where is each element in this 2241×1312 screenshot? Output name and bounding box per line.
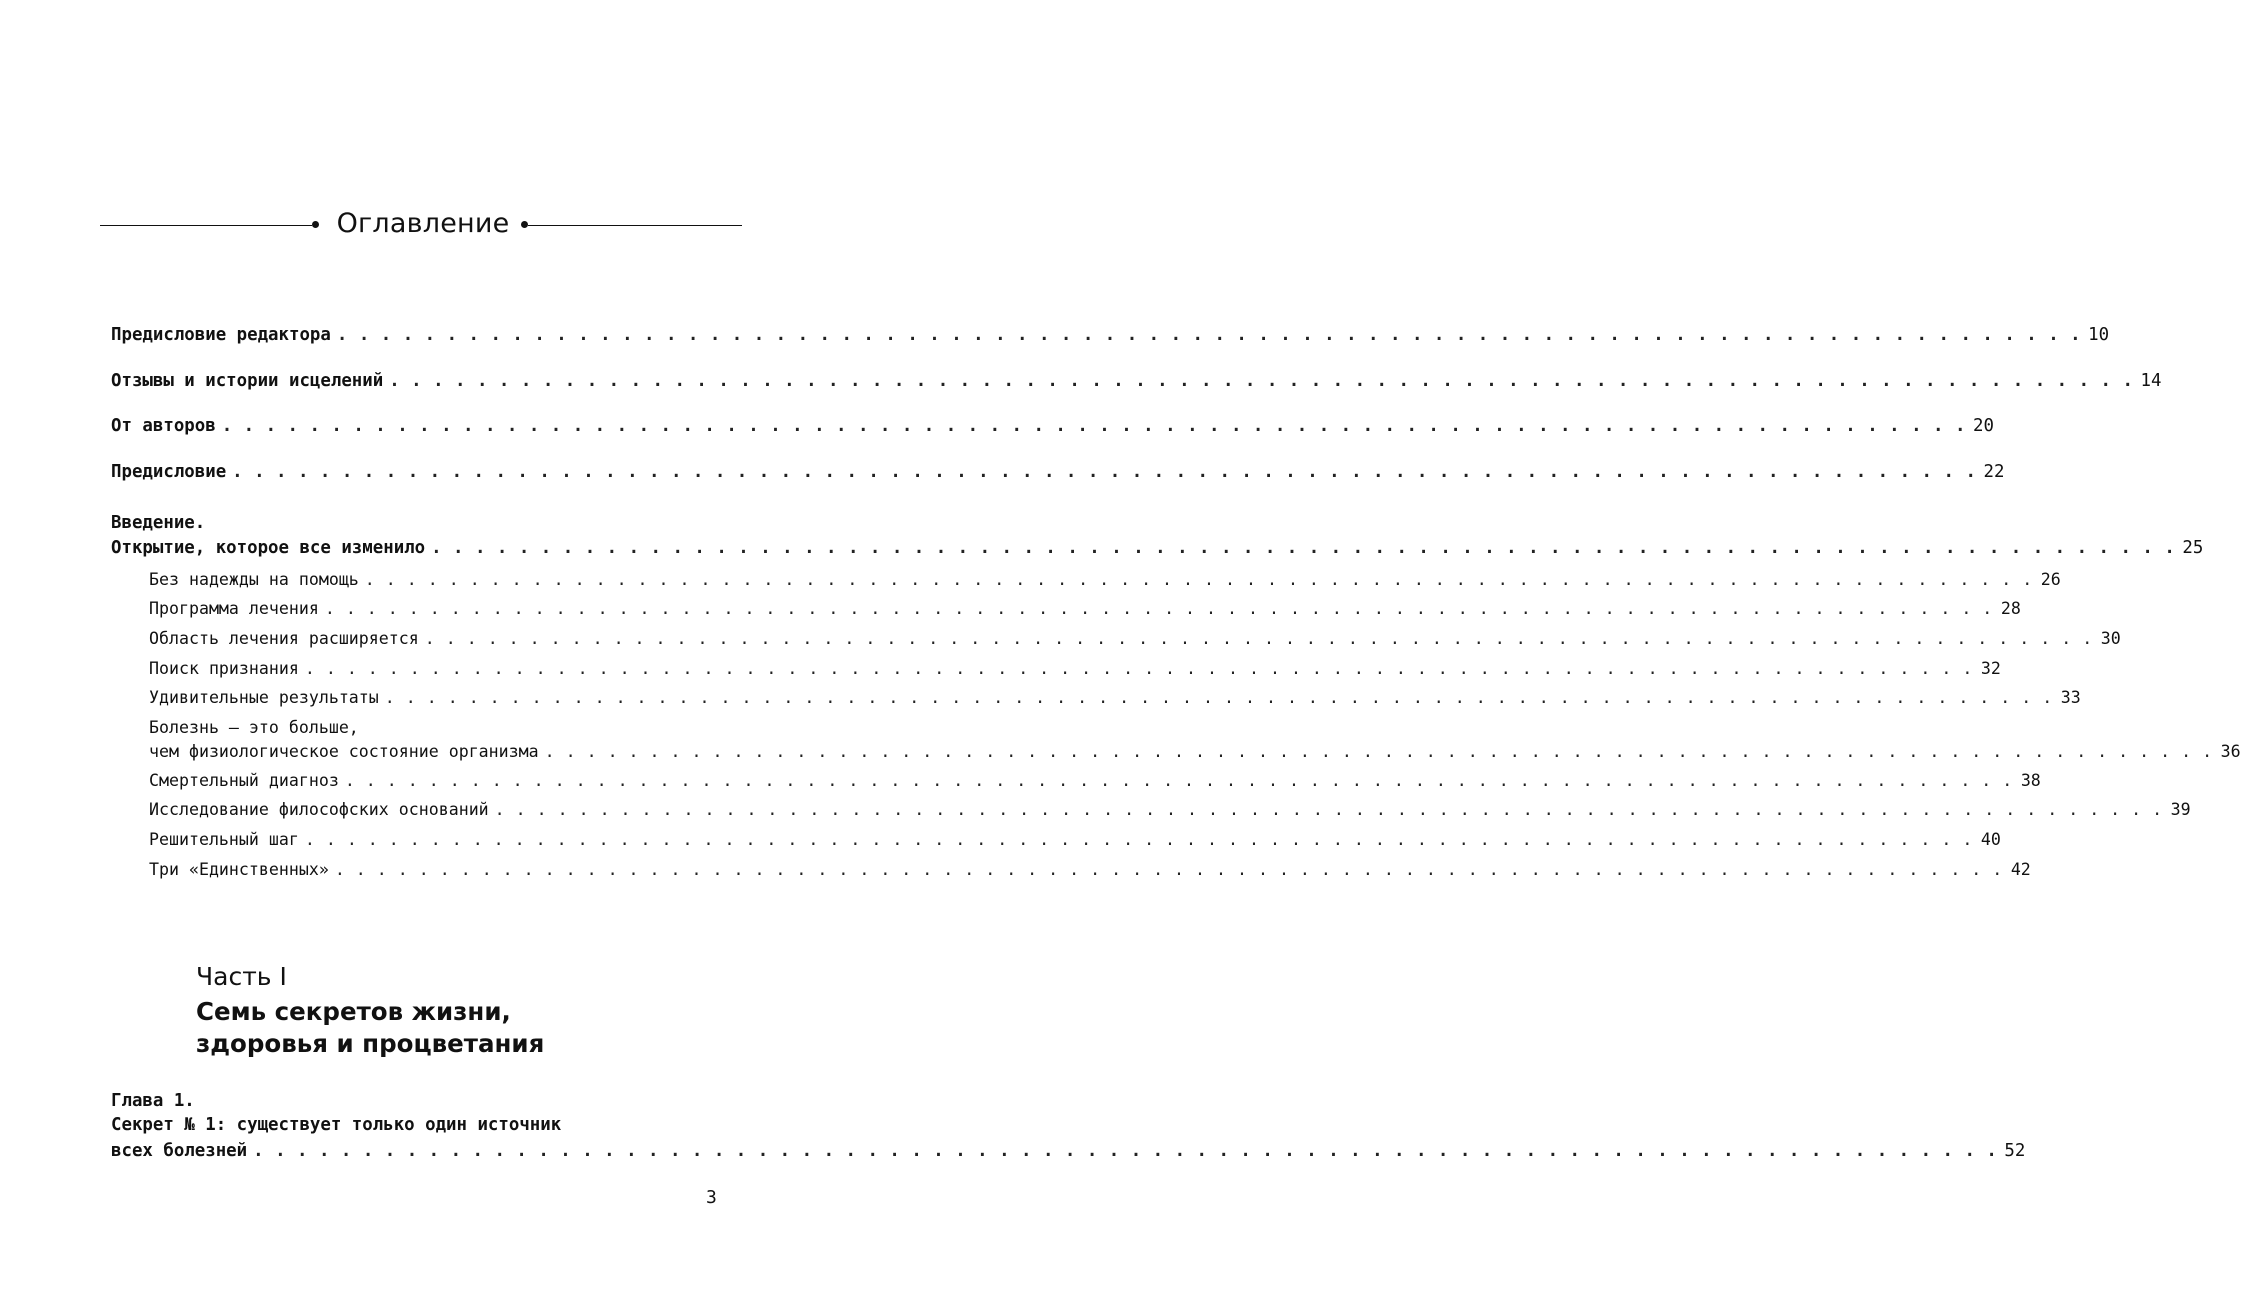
toc-subentry [149, 828, 2001, 852]
toc-subentry-page: 33 [2060, 688, 2081, 707]
toc-entry-label: Отзывы и истории исцелений [111, 371, 384, 391]
toc-entry-label: Предисловие редактора [111, 325, 331, 345]
chapter1-label-line2: Секрет № 1: существует только один источник [111, 1115, 562, 1135]
toc-entry-chapter1 [111, 1139, 2026, 1163]
toc-subentry [149, 858, 2031, 882]
toc-entry-page: 10 [2088, 325, 2110, 345]
chapter1-label-line1: Глава 1. [111, 1091, 195, 1111]
toc-entry-page: 14 [2140, 371, 2162, 391]
toc-subentry-label: Поиск признания [149, 659, 299, 678]
toc-subentry-page: 30 [2100, 629, 2121, 648]
toc-subentry-label-line1: Болезнь — это больше, [149, 718, 359, 737]
right-rule [528, 225, 742, 226]
left-bullet-icon [312, 221, 319, 228]
toc-entry-page: 25 [2182, 538, 2204, 558]
dot-leader: . . . . . . . . . . . . . . . . . . . . . . . . . . . . . . . . . . . . . . . . . . . . . . . . . . . . . . . . . . . . . . . . . . . . . . . . . . . . . . . . [384, 688, 2053, 707]
toc-subentry-page: 36 [2220, 742, 2241, 761]
part-title [196, 996, 544, 1060]
toc-subentry-page: 26 [2040, 570, 2061, 589]
part-title-line1: Семь секретов жизни, [196, 997, 511, 1026]
toc-subentry-label: Три «Единственных» [149, 860, 329, 879]
toc-heading: Оглавление [336, 208, 510, 239]
dot-leader: . . . . . . . . . . . . . . . . . . . . . . . . . . . . . . . . . . . . . . . . . . . . . . . . . . . . . . . . . . . . . . . . . . . . . . . . . . . . . . . . [221, 416, 1966, 436]
toc-entry [111, 460, 2005, 484]
toc-heading-row [100, 205, 742, 245]
toc-subentry-label: Смертельный диагноз [149, 771, 339, 790]
part-title-line2: здоровья и процветания [196, 1029, 545, 1058]
dot-leader: . . . . . . . . . . . . . . . . . . . . . . . . . . . . . . . . . . . . . . . . . . . . . . . . . . . . . . . . . . . . . . . . . . . . . . . . . . . . . . . . [253, 1141, 1998, 1161]
part-number: Часть I [196, 962, 287, 991]
toc-entry-label: От авторов [111, 416, 216, 436]
toc-entry-page: 52 [2004, 1141, 2026, 1161]
dot-leader: . . . . . . . . . . . . . . . . . . . . . . . . . . . . . . . . . . . . . . . . . . . . . . . . . . . . . . . . . . . . . . . . . . . . . . . . . . . . . . . . [389, 371, 2134, 391]
dot-leader: . . . . . . . . . . . . . . . . . . . . . . . . . . . . . . . . . . . . . . . . . . . . . . . . . . . . . . . . . . . . . . . . . . . . . . . . . . . . . . . . [232, 462, 1977, 482]
dot-leader: . . . . . . . . . . . . . . . . . . . . . . . . . . . . . . . . . . . . . . . . . . . . . . . . . . . . . . . . . . . . . . . . . . . . . . . . . . . . . . . . [344, 771, 2013, 790]
toc-subentry-page: 28 [2000, 599, 2021, 618]
page-number: 3 [706, 1187, 717, 1208]
left-rule [100, 225, 312, 226]
toc-subentry-page: 32 [1980, 659, 2001, 678]
toc-subentry [149, 740, 2241, 764]
toc-subentry-page: 42 [2010, 860, 2031, 879]
dot-leader: . . . . . . . . . . . . . . . . . . . . . . . . . . . . . . . . . . . . . . . . . . . . . . . . . . . . . . . . . . . . . . . . . . . . . . . . . . . . . . . . [304, 659, 1973, 678]
dot-leader: . . . . . . . . . . . . . . . . . . . . . . . . . . . . . . . . . . . . . . . . . . . . . . . . . . . . . . . . . . . . . . . . . . . . . . . . . . . . . . . . [334, 860, 2003, 879]
toc-subentry-page: 40 [1980, 830, 2001, 849]
dot-leader: . . . . . . . . . . . . . . . . . . . . . . . . . . . . . . . . . . . . . . . . . . . . . . . . . . . . . . . . . . . . . . . . . . . . . . . . . . . . . . . . [544, 742, 2213, 761]
toc-subentry-label: Без надежды на помощь [149, 570, 359, 589]
toc-entry [111, 323, 2110, 347]
dot-leader: . . . . . . . . . . . . . . . . . . . . . . . . . . . . . . . . . . . . . . . . . . . . . . . . . . . . . . . . . . . . . . . . . . . . . . . . . . . . . . . . [324, 599, 1993, 618]
toc-subentry-label: Исследование философских оснований [149, 800, 489, 819]
dot-leader: . . . . . . . . . . . . . . . . . . . . . . . . . . . . . . . . . . . . . . . . . . . . . . . . . . . . . . . . . . . . . . . . . . . . . . . . . . . . . . . . [364, 570, 2033, 589]
toc-subentry-page: 39 [2170, 800, 2191, 819]
toc-subentry [149, 568, 2061, 592]
toc-entry-label: всех болезней [111, 1141, 248, 1161]
toc-entry [111, 369, 2162, 393]
dot-leader: . . . . . . . . . . . . . . . . . . . . . . . . . . . . . . . . . . . . . . . . . . . . . . . . . . . . . . . . . . . . . . . . . . . . . . . . . . . . . . . . [336, 325, 2082, 345]
toc-subentry [149, 798, 2191, 822]
dot-leader: . . . . . . . . . . . . . . . . . . . . . . . . . . . . . . . . . . . . . . . . . . . . . . . . . . . . . . . . . . . . . . . . . . . . . . . . . . . . . . . . [424, 629, 2093, 648]
toc-subentry [149, 627, 2121, 651]
toc-entry-page: 20 [1973, 416, 1994, 436]
dot-leader: . . . . . . . . . . . . . . . . . . . . . . . . . . . . . . . . . . . . . . . . . . . . . . . . . . . . . . . . . . . . . . . . . . . . . . . . . . . . . . . . [494, 800, 2163, 819]
toc-subentry-label: Удивительные результаты [149, 688, 379, 707]
dot-leader: . . . . . . . . . . . . . . . . . . . . . . . . . . . . . . . . . . . . . . . . . . . . . . . . . . . . . . . . . . . . . . . . . . . . . . . . . . . . . . . . [304, 830, 1973, 849]
right-bullet-icon [521, 221, 528, 228]
intro-label-line1: Введение. [111, 513, 206, 533]
toc-entry [111, 414, 1994, 438]
toc-entry-label: Предисловие [111, 462, 227, 482]
toc-entry-introduction [111, 536, 2204, 560]
toc-entry-label: Открытие, которое все изменило [111, 538, 426, 558]
toc-subentry-label: Область лечения расширяется [149, 629, 419, 648]
toc-subentry [149, 657, 2001, 681]
toc-subentry [149, 597, 2021, 621]
toc-subentry-page: 38 [2020, 771, 2041, 790]
toc-entry-page: 22 [1983, 462, 2005, 482]
toc-subentry [149, 686, 2081, 710]
toc-subentry-label: Решительный шаг [149, 830, 299, 849]
dot-leader: . . . . . . . . . . . . . . . . . . . . . . . . . . . . . . . . . . . . . . . . . . . . . . . . . . . . . . . . . . . . . . . . . . . . . . . . . . . . . . . . [431, 538, 2176, 558]
toc-subentry-label: Программа лечения [149, 599, 319, 618]
toc-subentry-label: чем физиологическое состояние организма [149, 742, 539, 761]
toc-subentry [149, 769, 2041, 793]
